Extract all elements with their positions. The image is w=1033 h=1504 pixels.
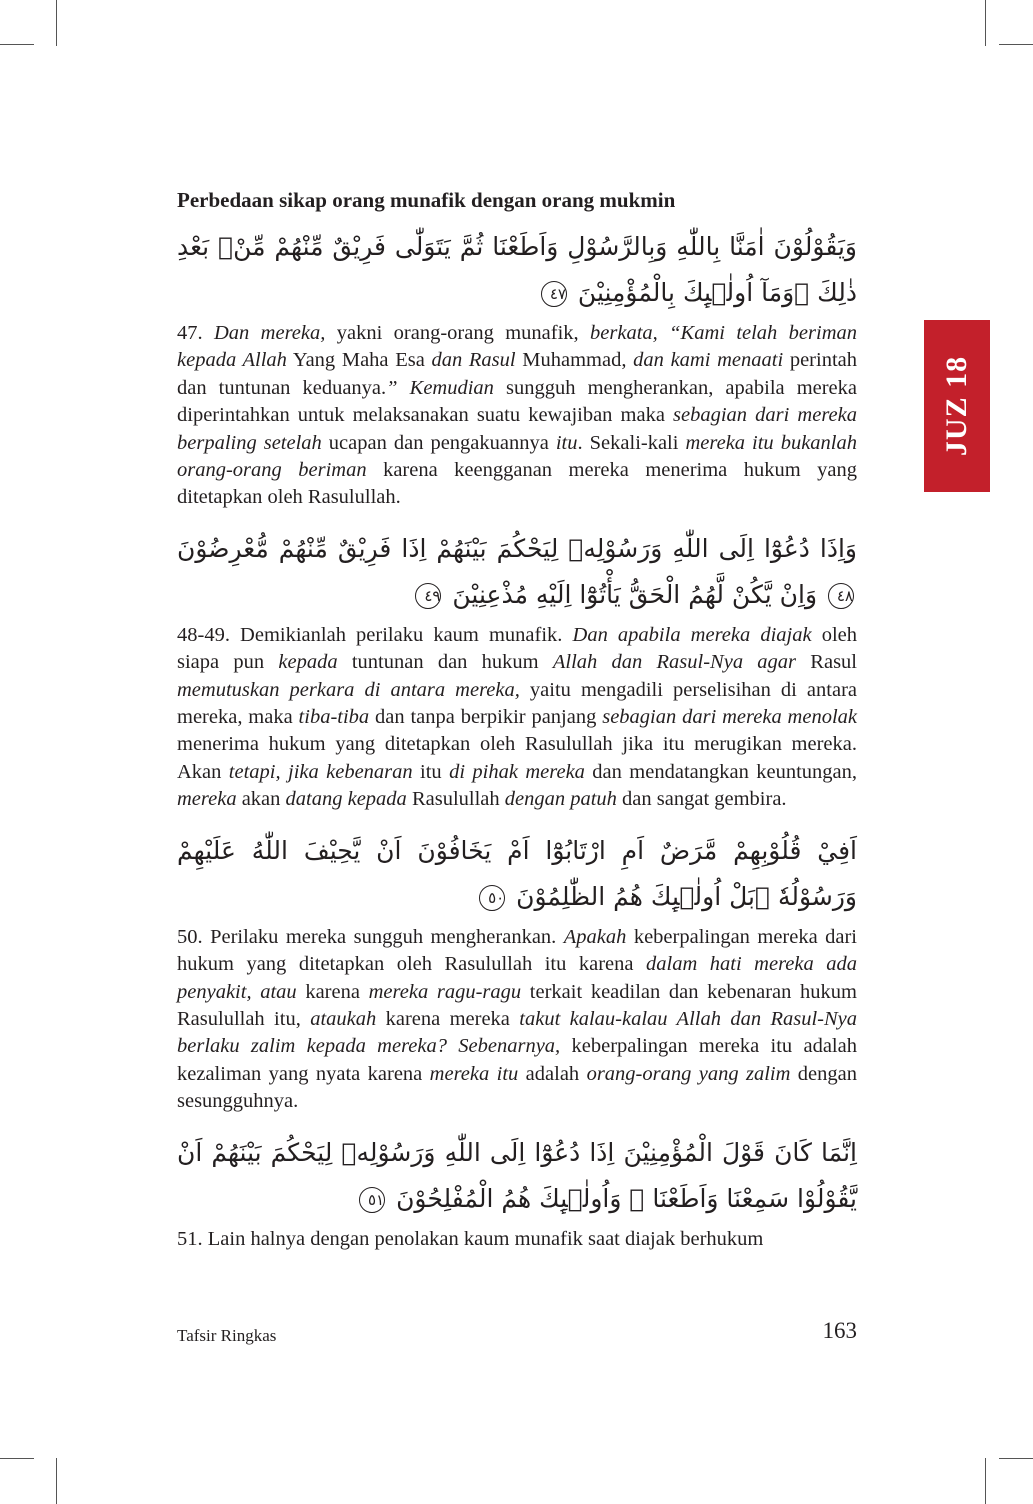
crop-mark (999, 44, 1033, 45)
page-number: 163 (822, 1318, 857, 1343)
tafsir-paragraph: 50. Perilaku mereka sungguh mengherankan. Apakah keberpalingan mereka dari hukum yang ditetapkan oleh Rasulullah itu karena dalam hati mereka ada penyakit, atau karena mereka ragu-ragu terkait keadilan dan kebenaran hukum Rasulullah itu, ataukah karena mereka takut kalau-kalau Allah dan Rasul-Nya berlaku zalim kepada mereka? Sebenarnya, keberpalingan mereka itu adalah kezaliman yang nyata karena mereka itu adalah orang-orang yang zalim dengan sesungguhnya. (177, 925, 858, 1113)
crop-mark (999, 1458, 1033, 1459)
ayah-number-marker: ٥٠ (479, 885, 505, 911)
ayah-number-marker: ٥١ (359, 1187, 385, 1213)
arabic-text: وَاِذَا دُعُوْٓا اِلَى اللّٰهِ وَرَسُوْلِهٖ لِيَحْكُمَ بَيْنَهُمْ اِذَا فَرِيْقٌ مِّنْهُمْ مُّعْرِضُوْنَ (177, 533, 857, 563)
arabic-verse (177, 1130, 857, 1222)
arabic-text: اِنَّمَا كَانَ قَوْلَ الْمُؤْمِنِيْنَ اِذَا دُعُوْٓا اِلَى اللّٰهِ وَرَسُوْلِهٖ لِيَحْكُمَ بَيْنَهُمْ اَنْ يَّقُوْلُوْا سَمِعْنَا وَاَطَعْنَا ۗ وَاُولٰۤىِٕكَ هُمُ الْمُفْلِحُوْنَ (177, 1137, 857, 1213)
crop-mark (0, 44, 34, 45)
crop-mark (985, 0, 986, 46)
crop-mark (56, 1458, 57, 1504)
arabic-verse (177, 828, 857, 920)
footer-book-title: Tafsir Ringkas (177, 1326, 277, 1345)
arabic-verse (177, 526, 857, 618)
tafsir-paragraph: 47. Dan mereka, yakni orang-orang munafik, berkata, “Kami telah beriman kepada Allah Yang Maha Esa dan Rasul Muhammad, dan kami menaati perintah dan tuntunan keduanya.” Kemudian sungguh mengherankan, apabila mereka diperintahkan untuk melaksanakan suatu kewajiban maka sebagian dari mereka berpaling setelah ucapan dan pengakuannya itu. Sekali-kali mereka itu bukanlah orang-orang beriman karena keengganan mereka menerima hukum yang ditetapkan oleh Rasulullah. (177, 322, 858, 509)
ayah-number-marker: ٤٨ (828, 583, 854, 609)
ayah-number-marker: ٤٩ (415, 583, 441, 609)
crop-mark (56, 0, 57, 46)
arabic-text: اَفِيْ قُلُوْبِهِمْ مَّرَضٌ اَمِ ارْتَابُوْٓا اَمْ يَخَافُوْنَ اَنْ يَّحِيْفَ اللّٰهُ عَلَيْهِمْ وَرَسُوْلُهٗ ۗبَلْ اُولٰۤىِٕكَ هُمُ الظّٰلِمُوْنَ (177, 835, 857, 911)
section-heading: Perbedaan sikap orang munafik dengan orang mukmin (177, 188, 676, 212)
crop-mark (985, 1458, 986, 1504)
verse-block-48-49 (177, 526, 857, 814)
arabic-verse (177, 224, 857, 316)
arabic-text: وَاِنْ يَّكُنْ لَّهُمُ الْحَقُّ يَأْتُوْٓا اِلَيْهِ مُذْعِنِيْنَ (452, 579, 818, 609)
page-content (177, 186, 857, 1267)
verse-block-51 (177, 1130, 857, 1253)
verse-block-47 (177, 224, 857, 512)
arabic-text: وَيَقُوْلُوْنَ اٰمَنَّا بِاللّٰهِ وَبِالرَّسُوْلِ وَاَطَعْنَا ثُمَّ يَتَوَلّٰى فَرِيْقٌ مِّنْهُمْ مِّنْۢ بَعْدِ ذٰلِكَ ۗوَمَآ اُولٰۤىِٕكَ بِالْمُؤْمِنِيْنَ (177, 232, 857, 307)
tafsir-paragraph: 48-49. Demikianlah perilaku kaum munafik. Dan apabila mereka diajak oleh siapa pun kepada tuntunan dan hukum Allah dan Rasul-Nya agar Rasul memutuskan perkara di antara mereka, yaitu mengadili perselisihan di antara mereka, maka tiba-tiba dan tanpa berpikir panjang sebagian dari mereka menolak menerima hukum yang ditetapkan oleh Rasulullah jika itu merugikan mereka. Akan tetapi, jika kebenaran itu di pihak mereka dan mendatangkan keuntungan, mereka akan datang kepada Rasulullah dengan patuh dan sangat gembira. (177, 623, 857, 811)
juz-label: JUZ 18 (940, 355, 973, 457)
crop-mark (0, 1458, 34, 1459)
ayah-number-marker: ٤٧ (541, 281, 567, 307)
juz-tab (924, 320, 990, 492)
tafsir-paragraph: 51. Lain halnya dengan penolakan kaum munafik saat diajak berhukum (177, 1227, 764, 1250)
verse-block-50 (177, 828, 857, 1116)
